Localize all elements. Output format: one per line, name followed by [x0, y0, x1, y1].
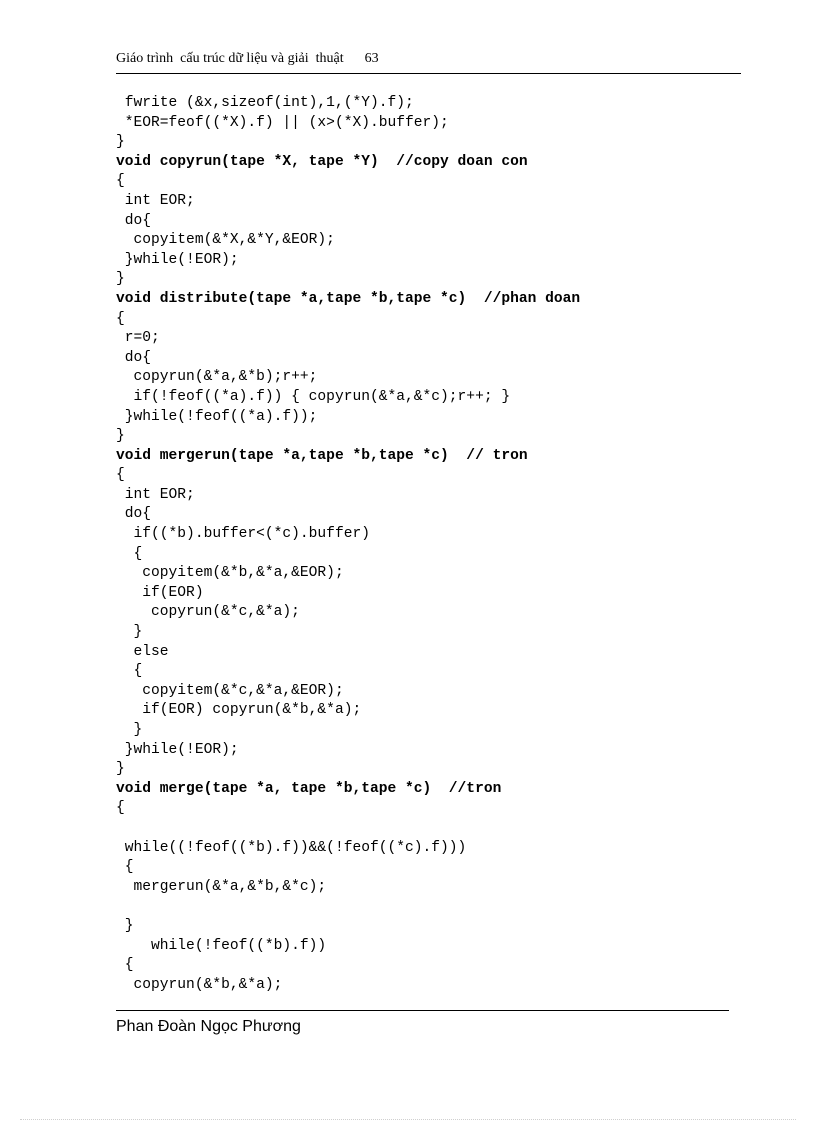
code-line: int EOR;	[116, 486, 195, 503]
code-line	[116, 897, 736, 917]
header-divider	[116, 73, 741, 74]
code-line: do{	[116, 349, 152, 366]
code-line: }while(!EOR);	[116, 741, 239, 758]
code-line: do{	[116, 212, 152, 229]
header-title: Giáo trình cấu trúc dữ liệu và giải thuật	[116, 51, 344, 66]
code-line: }	[116, 917, 134, 934]
code-line: copyitem(&*c,&*a,&EOR);	[116, 682, 344, 699]
code-line: copyitem(&*b,&*a,&EOR);	[116, 565, 344, 582]
code-line: {	[116, 310, 125, 327]
code-line: mergerun(&*a,&*b,&*c);	[116, 878, 327, 895]
code-line: }	[116, 761, 125, 778]
code-line: {	[116, 957, 134, 974]
code-line: r=0;	[116, 330, 160, 347]
code-line: {	[116, 467, 125, 484]
code-line: }while(!EOR);	[116, 251, 239, 268]
code-line: }	[116, 722, 143, 738]
page-header	[116, 49, 741, 69]
footer-author: Phan Đoàn Ngọc Phương	[116, 1018, 301, 1035]
function-signature-line: void distribute(tape *a,tape *b,tape *c) //phan doan	[116, 290, 581, 307]
code-line: if(EOR) copyrun(&*b,&*a);	[116, 702, 362, 719]
code-line: }	[116, 134, 125, 151]
code-line: fwrite (&x,sizeof(int),1,(*Y).f);	[116, 95, 414, 111]
code-line: {	[116, 663, 143, 680]
code-line: }	[116, 624, 143, 641]
code-line: {	[116, 800, 125, 817]
code-line: }	[116, 271, 125, 288]
code-listing	[116, 94, 736, 995]
code-line: }while(!feof((*a).f));	[116, 408, 318, 425]
code-line: if(!feof((*a).f)) { copyrun(&*a,&*c);r++; }	[116, 388, 511, 405]
code-line: do{	[116, 506, 152, 523]
code-line: else	[116, 643, 169, 660]
function-signature-line: void copyrun(tape *X, tape *Y) //copy doan con	[116, 153, 528, 170]
code-line	[116, 819, 736, 839]
page-bottom-edge	[20, 1119, 796, 1120]
code-line: {	[116, 545, 143, 562]
page-number: 63	[364, 51, 379, 66]
code-line: while((!feof((*b).f))&&(!feof((*c).f)))	[116, 839, 467, 856]
code-line: copyrun(&*b,&*a);	[116, 976, 283, 993]
code-line: }	[116, 428, 125, 445]
footer-divider	[116, 1010, 729, 1011]
function-signature-line: void merge(tape *a, tape *b,tape *c) //tron	[116, 780, 502, 797]
code-line: int EOR;	[116, 192, 195, 209]
function-signature-line: void mergerun(tape *a,tape *b,tape *c) // tron	[116, 447, 528, 464]
code-line: {	[116, 173, 125, 190]
code-line: copyitem(&*X,&*Y,&EOR);	[116, 232, 335, 249]
code-line: copyrun(&*c,&*a);	[116, 604, 300, 621]
code-line: copyrun(&*a,&*b);r++;	[116, 369, 318, 386]
code-line: if(EOR)	[116, 584, 204, 601]
code-line: *EOR=feof((*X).f) || (x>(*X).buffer);	[116, 114, 449, 131]
code-line: while(!feof((*b).f))	[116, 937, 327, 954]
code-line: if((*b).buffer<(*c).buffer)	[116, 526, 370, 543]
code-line: {	[116, 859, 134, 876]
